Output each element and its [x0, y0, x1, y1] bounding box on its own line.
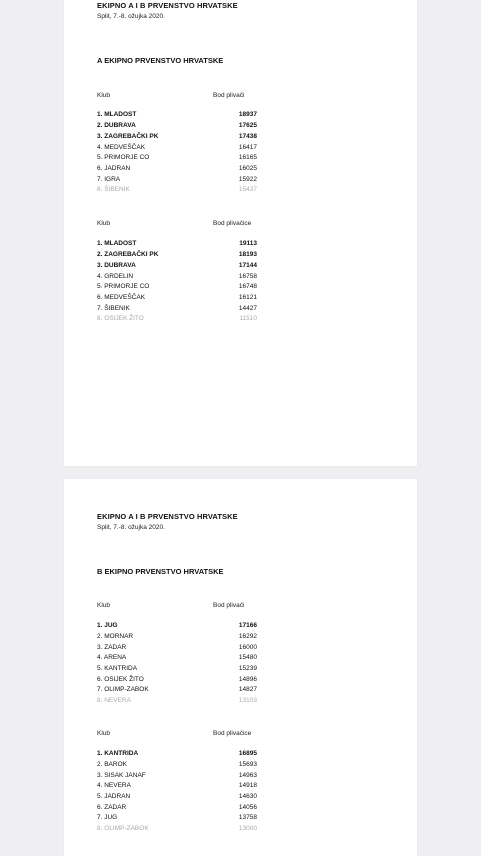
table-row [97, 283, 257, 294]
club-points: 13758 [238, 814, 257, 821]
table-row [97, 825, 257, 836]
table-row [97, 697, 257, 708]
column-header-points: Bod plivači [213, 92, 245, 99]
club-name: 7. OLIMP-ZABOK [97, 686, 149, 693]
document-header: EKIPNO A I B PRVENSTVO HRVATSKE [97, 512, 238, 521]
club-name: 3. ZADAR [97, 644, 127, 651]
club-name: 7. IGRA [97, 176, 121, 183]
club-points: 16895 [238, 750, 257, 757]
section-title: A EKIPNO PRVENSTVO HRVATSKE [97, 56, 224, 65]
club-name: 8. OLIMP-ZABOK [97, 825, 149, 832]
club-points: 16165 [238, 154, 257, 161]
table-row [97, 111, 257, 122]
table-row [97, 814, 257, 825]
column-header-club: Klub [97, 730, 111, 737]
club-points: 17166 [238, 622, 257, 629]
club-name: 4. NEVERA [97, 782, 131, 789]
club-name: 6. MEDVEŠČAK [97, 294, 146, 301]
document-page-2 [64, 479, 417, 856]
club-points: 17625 [238, 122, 257, 129]
club-points: 16292 [238, 633, 257, 640]
club-name: 2. ZAGREBAČKI PK [97, 251, 159, 258]
table-row [97, 315, 257, 326]
club-points: 19113 [239, 240, 257, 247]
club-name: 1. KANTRIDA [97, 750, 139, 757]
club-points: 14056 [238, 804, 257, 811]
club-points: 16025 [238, 165, 257, 172]
club-points: 18193 [238, 251, 257, 258]
club-name: 7. ŠIBENIK [97, 305, 130, 312]
club-name: 8. NEVERA [97, 697, 131, 704]
table-row [97, 750, 257, 761]
table-row [97, 793, 257, 804]
column-header-club: Klub [97, 92, 111, 99]
club-points: 15239 [238, 665, 257, 672]
document-page-1 [64, 0, 417, 466]
club-name: 2. BAROK [97, 761, 127, 768]
club-points: 15437 [238, 186, 257, 193]
table-row [97, 165, 257, 176]
club-name: 4. ARENA [97, 654, 127, 661]
club-points: 14896 [238, 676, 257, 683]
club-points: 16000 [238, 644, 257, 651]
table-row [97, 782, 257, 793]
club-name: 2. MORNAR [97, 633, 134, 640]
document-header: EKIPNO A I B PRVENSTVO HRVATSKE [97, 1, 238, 10]
club-points: 13000 [238, 825, 257, 832]
section-title: B EKIPNO PRVENSTVO HRVATSKE [97, 567, 224, 576]
club-name: 8. ŠIBENIK [97, 186, 130, 193]
club-points: 16121 [238, 294, 257, 301]
table-row [97, 633, 257, 644]
column-header-club: Klub [97, 602, 111, 609]
column-header-points: Bod plivači [213, 602, 245, 609]
club-points: 14963 [238, 772, 257, 779]
club-name: 1. MLADOST [97, 111, 137, 118]
column-header-club: Klub [97, 220, 111, 227]
club-points: 16417 [238, 144, 257, 151]
table-row [97, 251, 257, 262]
club-points: 14630 [238, 793, 257, 800]
club-name: 5. PRIMORJE CO [97, 154, 150, 161]
club-name: 6. JADRAN [97, 165, 131, 172]
club-points: 16758 [238, 273, 257, 280]
column-header-points: Bod plivačice [213, 730, 252, 737]
club-name: 1. JUG [97, 622, 118, 629]
table-row [97, 262, 257, 273]
club-name: 2. DUBRAVA [97, 122, 136, 129]
table-row [97, 686, 257, 697]
club-name: 4. MEDVEŠČAK [97, 144, 146, 151]
table-row [97, 761, 257, 772]
club-points: 15480 [238, 654, 257, 661]
document-subheader: Split, 7.-8. ožujka 2020. [97, 524, 165, 531]
club-points: 11510 [239, 315, 257, 322]
club-points: 18937 [238, 111, 257, 118]
table-row [97, 186, 257, 197]
club-name: 5. KANTRIDA [97, 665, 138, 672]
club-name: 4. GRDELIN [97, 273, 134, 280]
club-points: 17438 [238, 133, 257, 140]
club-points: 15693 [238, 761, 257, 768]
table-row [97, 133, 257, 144]
club-name: 5. JADRAN [97, 793, 131, 800]
club-name: 8. OSIJEK ŽITO [97, 315, 144, 322]
club-name: 3. DUBRAVA [97, 262, 136, 269]
table-row [97, 654, 257, 665]
document-subheader: Split, 7.-8. ožujka 2020. [97, 13, 165, 20]
club-points: 14827 [238, 686, 257, 693]
table-row [97, 154, 257, 165]
club-name: 6. ZADAR [97, 804, 127, 811]
club-points: 13103 [238, 697, 257, 704]
table-row [97, 622, 257, 633]
table-row [97, 240, 257, 251]
club-points: 17144 [238, 262, 257, 269]
club-points: 14918 [238, 782, 257, 789]
club-name: 3. ZAGREBAČKI PK [97, 133, 159, 140]
club-points: 16748 [238, 283, 257, 290]
club-points: 14427 [238, 305, 257, 312]
club-name: 7. JUG [97, 814, 118, 821]
club-points: 15922 [238, 176, 257, 183]
column-header-points: Bod plivačice [213, 220, 252, 227]
club-name: 5. PRIMORJE CO [97, 283, 150, 290]
table-row [97, 665, 257, 676]
club-name: 3. SISAK JANAF [97, 772, 146, 779]
table-row [97, 122, 257, 133]
club-name: 1. MLADOST [97, 240, 137, 247]
table-row [97, 294, 257, 305]
club-name: 6. OSIJEK ŽITO [97, 676, 144, 683]
